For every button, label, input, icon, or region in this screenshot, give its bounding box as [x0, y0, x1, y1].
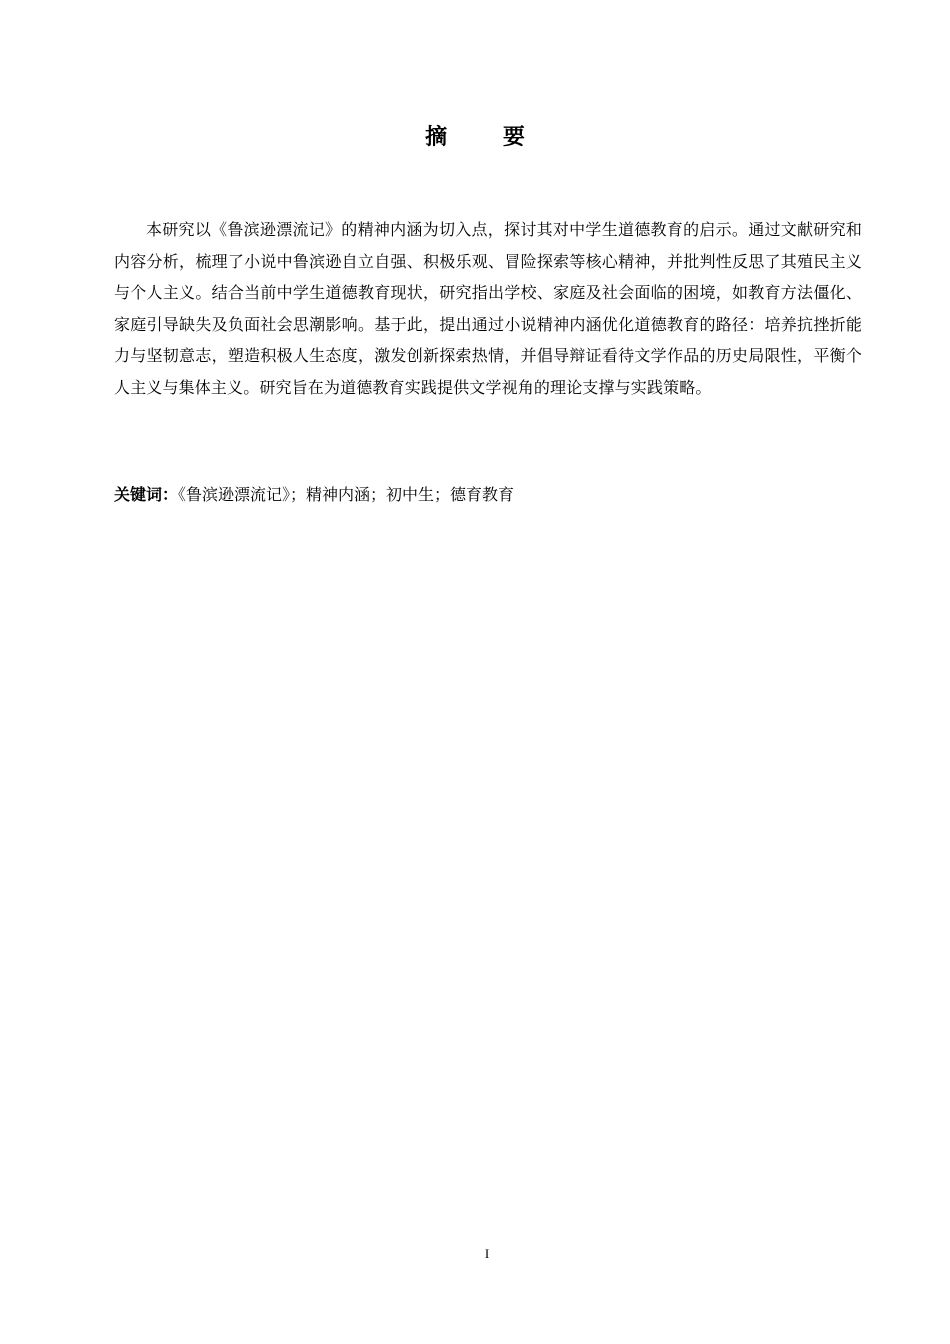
keywords-label: 关键词： — [114, 485, 179, 504]
keywords-line — [114, 481, 862, 509]
abstract-paragraph: 本研究以《鲁滨逊漂流记》的精神内涵为切入点，探讨其对中学生道德教育的启示。通过文献研究和内容分析，梳理了小说中鲁滨逊自立自强、积极乐观、冒险探索等核心精神，并批判性反思了其殖民主义与个人主义。结合当前中学生道德教育现状，研究指出学校、家庭及社会面临的困境，如教育方法僵化、家庭引导缺失及负面社会思潮影响。基于此，提出通过小说精神内涵优化道德教育的路径：培养抗挫折能力与坚韧意志，塑造积极人生态度，激发创新探索热情，并倡导辩证看待文学作品的历史局限性，平衡个人主义与集体主义。研究旨在为道德教育实践提供文学视角的理论支撑与实践策略。 — [114, 220, 862, 397]
page-title: 摘 要 — [425, 125, 549, 150]
keywords-value: 《鲁滨逊漂流记》；精神内涵；初中生；德育教育 — [178, 485, 515, 504]
page-number: I — [484, 1246, 490, 1261]
